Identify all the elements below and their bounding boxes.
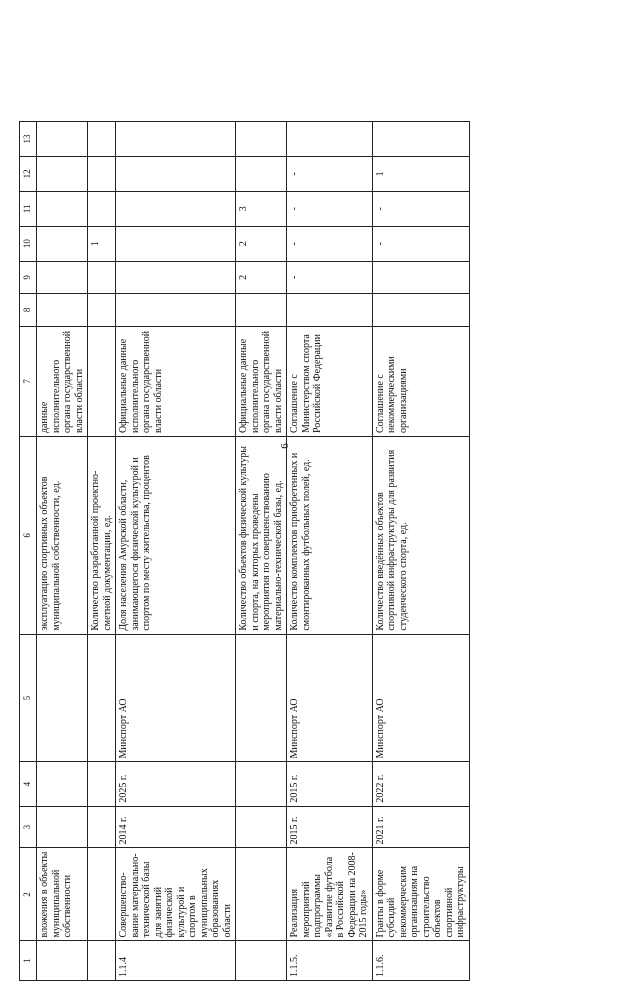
- table-cell-c1: [88, 941, 116, 981]
- table-cell-c8: [88, 294, 116, 327]
- table-cell-c4: 2025 г.: [116, 762, 236, 806]
- table-cell-c10: [37, 226, 88, 261]
- table-cell-c10: 2: [236, 226, 287, 261]
- col-header: 8: [20, 294, 37, 327]
- table-cell-c7: Официальные данные исполнительного органа государственной власти области: [116, 326, 236, 436]
- table-cell-c3: 2014 г.: [116, 806, 236, 848]
- table-cell-c7: Соглашение с некоммерческими организациями: [372, 326, 469, 436]
- col-header: 11: [20, 191, 37, 226]
- table-cell-c8: [236, 294, 287, 327]
- table-cell-c4: [37, 762, 88, 806]
- col-header: 10: [20, 226, 37, 261]
- table-cell-c7: Соглашение с Министерством спорта Российской Федерации: [287, 326, 373, 436]
- table-cell-c6: Доля населения Амурской области, занимающегося физической культурой и спортом по месту жительства, процентов: [116, 437, 236, 635]
- table-row: [236, 122, 287, 981]
- table-cell-c10: -: [372, 226, 469, 261]
- table-cell-c5: [88, 634, 116, 762]
- table-cell-c12: [88, 156, 116, 191]
- table-cell-c6: Количество объектов физической культуры и спорта, на которых проведены мероприятия по совершенствованию материально-технической базы, ед.: [236, 437, 287, 635]
- table-cell-c9: -: [287, 261, 373, 294]
- table-cell-c3: [236, 806, 287, 848]
- table-cell-c6: эксплуатацию спортивных объектов муниципальной собственности, ед.: [37, 437, 88, 635]
- table-cell-c11: -: [287, 191, 373, 226]
- table-cell-c4: [88, 762, 116, 806]
- table-cell-c2: вложения в объекты муниципальной собственности: [37, 848, 88, 941]
- table-cell-c9: [88, 261, 116, 294]
- table-cell-c6: Количество комплектов приобретенных и смонтированных футбольных полей, ед.: [287, 437, 373, 635]
- table-cell-c10: [116, 226, 236, 261]
- col-header: 12: [20, 156, 37, 191]
- table-cell-c8: [372, 294, 469, 327]
- table-cell-c10: -: [287, 226, 373, 261]
- table-cell-c11: [116, 191, 236, 226]
- table-cell-c12: [116, 156, 236, 191]
- page-number: 6: [278, 443, 291, 449]
- table-cell-c7: [88, 326, 116, 436]
- table-cell-c9: [37, 261, 88, 294]
- table-cell-c12: 1: [372, 156, 469, 191]
- table-cell-c6: Количество введённых объектов спортивной инфраструктуры для развития студенческого спорта, ед.: [372, 437, 469, 635]
- table-cell-c13: [236, 122, 287, 157]
- col-header: 1: [20, 941, 37, 981]
- table-row: [372, 122, 469, 981]
- table-sheet: [19, 121, 466, 981]
- table-cell-c2: Реализация мероприятий подпрограммы «Развитие футбола в Российской Федерации на 2008-2015 годы»: [287, 848, 373, 941]
- table-cell-c8: [116, 294, 236, 327]
- table-cell-c4: 2022 г.: [372, 762, 469, 806]
- table-cell-c4: 2015 г.: [287, 762, 373, 806]
- table-row: [116, 122, 236, 981]
- table-cell-c9: [372, 261, 469, 294]
- table-cell-c4: [236, 762, 287, 806]
- table-cell-c3: 2021 г.: [372, 806, 469, 848]
- col-header: 5: [20, 634, 37, 762]
- table-cell-c5: [236, 634, 287, 762]
- table-cell-c12: -: [287, 156, 373, 191]
- table-cell-c5: Минспорт АО: [287, 634, 373, 762]
- table-cell-c2: Совершенство-вание материально-технической базы для занятий физической культурой и спортом в муниципальных образованиях области: [116, 848, 236, 941]
- table-cell-c7: данные исполнительного органа государственной власти области: [37, 326, 88, 436]
- table-row: [287, 122, 373, 981]
- table-cell-c3: [37, 806, 88, 848]
- table-cell-c13: [287, 122, 373, 157]
- table-cell-c3: [88, 806, 116, 848]
- table-cell-c1: 1.1.4: [116, 941, 236, 981]
- table-cell-c8: [287, 294, 373, 327]
- table-cell-c5: [37, 634, 88, 762]
- table-cell-c12: [236, 156, 287, 191]
- table-cell-c3: 2015 г.: [287, 806, 373, 848]
- col-header: 3: [20, 806, 37, 848]
- col-header: 13: [20, 122, 37, 157]
- table-row: [88, 122, 116, 981]
- table-cell-c12: [37, 156, 88, 191]
- table-cell-c9: [116, 261, 236, 294]
- table-cell-c5: Минспорт АО: [116, 634, 236, 762]
- table-cell-c1: 1.1.6.: [372, 941, 469, 981]
- table-cell-c11: 3: [236, 191, 287, 226]
- header-row: [20, 122, 37, 981]
- table-cell-c8: [37, 294, 88, 327]
- col-header: 6: [20, 437, 37, 635]
- col-header: 7: [20, 326, 37, 436]
- table-cell-c11: [88, 191, 116, 226]
- col-header: 2: [20, 848, 37, 941]
- table-cell-c13: [372, 122, 469, 157]
- table-cell-c6: Количество разработанной проектно-сметной документации, ед.: [88, 437, 116, 635]
- indicators-table: [19, 121, 470, 981]
- table-cell-c1: [37, 941, 88, 981]
- table-cell-c2: [88, 848, 116, 941]
- table-cell-c2: Гранты в форме субсидий некоммерческим организациям на строительство объектов спортивной инфраструктуры: [372, 848, 469, 941]
- table-cell-c13: [37, 122, 88, 157]
- table-cell-c13: [116, 122, 236, 157]
- table-cell-c11: -: [372, 191, 469, 226]
- table-cell-c7: Официальные данные исполнительного органа государственной власти области: [236, 326, 287, 436]
- table-cell-c13: [88, 122, 116, 157]
- table-cell-c10: 1: [88, 226, 116, 261]
- col-header: 4: [20, 762, 37, 806]
- col-header: 9: [20, 261, 37, 294]
- table-cell-c1: [236, 941, 287, 981]
- table-cell-c9: 2: [236, 261, 287, 294]
- table-row: [37, 122, 88, 981]
- table-cell-c11: [37, 191, 88, 226]
- table-cell-c1: 1.1.5.: [287, 941, 373, 981]
- table-cell-c2: [236, 848, 287, 941]
- table-cell-c5: Минспорт АО: [372, 634, 469, 762]
